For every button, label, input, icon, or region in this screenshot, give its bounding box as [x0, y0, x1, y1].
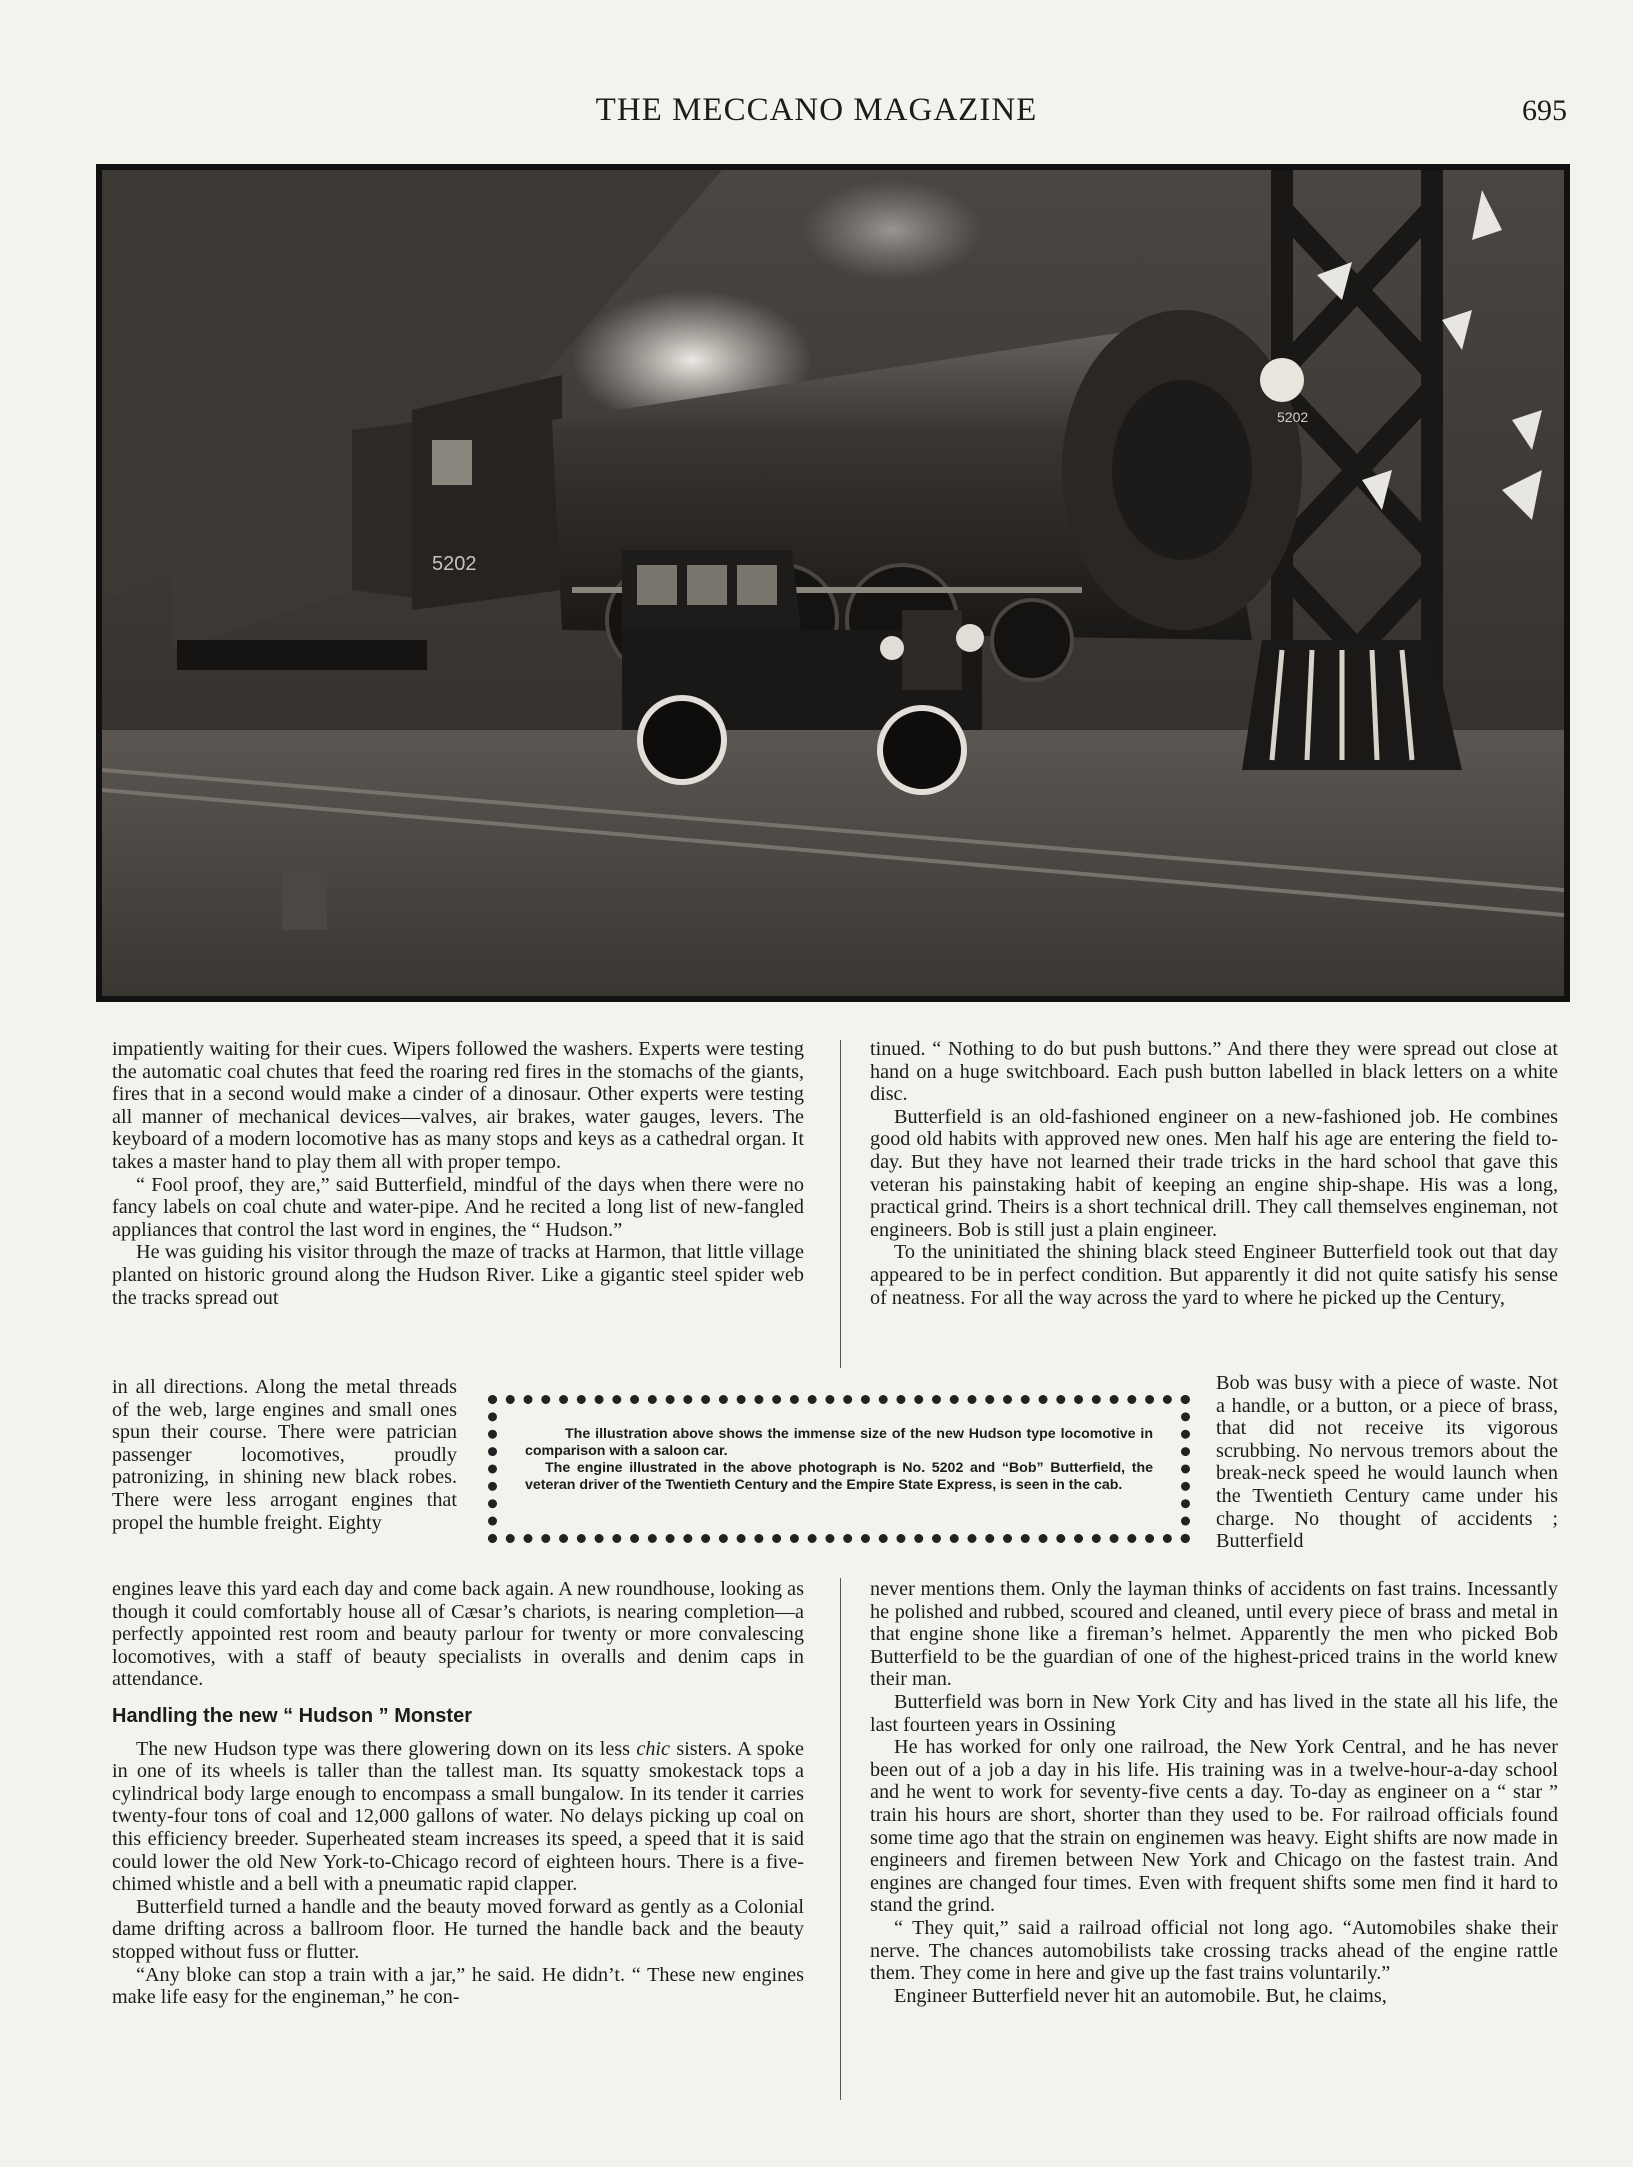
- paragraph: “ Fool proof, they are,” said Butterfield, mindful of the days when there were no fancy labels on coal chute and water-pipe. And he recited a long list of new-fangled appliances that control the last word in engines, the “ Hudson.”: [112, 1173, 804, 1241]
- paragraph: Butterfield turned a handle and the beauty moved forward as gently as a Colonial dame drifting across a ballroom floor. He turned the handle back and the beauty stopped without fuss or flutter.: [112, 1895, 804, 1963]
- right-column-narrow: [1216, 1372, 1558, 1553]
- car-headlamp: [956, 624, 984, 652]
- column-rule-top: [840, 1040, 841, 1368]
- headlamp: [1260, 358, 1304, 402]
- locomotive-photo-illustration: [102, 170, 1564, 996]
- italic-text: chic: [636, 1737, 670, 1760]
- paragraph: He was guiding his visitor through the maze of tracks at Harmon, that little village planted on historic ground along the Hudson River. Like a gigantic steel spider web the tracks spread out: [112, 1241, 804, 1309]
- paragraph: He has worked for only one railroad, the New York Central, and he has never been out of a job a day in his life. His training was in a twelve-hour-a-day school and he went to work for seventy-five cents a day. To-day as engineer on a “ star ” train his hours are short, shorter than they used to be. For railroad officials found some time ago that the strain on enginemen was heavy. Eight shifts are now made in engineers and firemen between New York and Chicago on the fastest train. And engines are changed four times. Even with frequent shifts some men find it hard to stand the grind.: [870, 1736, 1558, 1917]
- locomotive-photograph: [96, 164, 1570, 1002]
- paragraph: impatiently waiting for their cues. Wipers followed the washers. Experts were testing the automatic coal chutes that feed the roaring red fires in the stomachs of the giants, fires that in a second would make a cinder of a dinosaur. Other experts were testing all manner of mechanical devices—valves, air brakes, water gauges, levers. The keyboard of a modern locomotive has as many stops and keys as a cathedral organ. It takes a master hand to play them all with proper tempo.: [112, 1038, 804, 1173]
- car-wheel-rear: [640, 698, 724, 782]
- oil-can: [282, 870, 327, 930]
- caption-text: The engine illustrated in the above photograph is No. 5202 and “Bob” Butterfield, the veteran driver of the Twentieth Century and the Empire State Express, is seen in the cab.: [525, 1460, 1153, 1493]
- right-column-top: [870, 1038, 1558, 1309]
- cab: [412, 375, 562, 610]
- paragraph: [112, 1738, 804, 1896]
- paragraph: Engineer Butterfield never hit an automobile. But, he claims,: [894, 1984, 1387, 2007]
- paragraph: engines leave this yard each day and come back again. A new roundhouse, looking as though it could comfortably house all of Cæsar’s chariots, is nearing completion—a perfectly appointed rest room and beauty parlour for twenty or more convalescing locomotives, with a staff of beauty specialists in overalls and denim caps in attendance.: [112, 1578, 804, 1691]
- left-column-bottom: [112, 1578, 804, 2009]
- paragraph: tinued. “ Nothing to do but push buttons.” And there they were spread out close at hand on a huge switchboard. Each push button labelled in black letters on a white disc.: [870, 1038, 1558, 1106]
- left-column-narrow: [112, 1376, 457, 1534]
- radiator: [902, 610, 962, 690]
- cab-number: 5202: [432, 553, 477, 575]
- left-column-top: [112, 1038, 804, 1309]
- paragraph: To the uninitiated the shining black steed Engineer Butterfield took out that day appeared to be in perfect condition. But apparently it did not quite satisfy his sense of neatness. For all the way across the yard to where he picked up the Century,: [870, 1241, 1558, 1309]
- paragraph: “ They quit,” said a railroad official not long ago. “Automobiles shake their nerve. The chances automobilists take crossing tracks ahead of the engine rattle them. They come in here and give up the fast trains voluntarily.”: [870, 1916, 1558, 1985]
- running-title: THE MECCANO MAGAZINE: [595, 92, 1038, 128]
- paragraph: “Any bloke can stop a train with a jar,” he said. He didn’t. “ These new engines make life easy for the engineman,” he con-: [112, 1963, 804, 2009]
- caption-text: The illustration above shows the immense size of the new Hudson type locomotive in comparison with a saloon car.: [525, 1426, 1153, 1459]
- page-number: 695: [1522, 94, 1567, 127]
- photo-caption-box: [488, 1395, 1190, 1543]
- paragraph: Butterfield was born in New York City and has lived in the state all his life, the last fourteen years in Ossining: [870, 1690, 1558, 1736]
- paragraph: Bob was busy with a piece of waste. Not a handle, or a button, or a piece of brass, that did not receive its vigorous scrubbing. No nervous tremors about the break-neck speed he would launch when the Twentieth Century came under his charge. No thought of accidents ; Butterfield: [1216, 1372, 1558, 1553]
- text-run: The new Hudson type was there glowering down on its less: [136, 1737, 637, 1760]
- paragraph: Butterfield is an old-fashioned engineer on a new-fashioned job. He combines good old habits with approved new ones. Men half his age are entering the field to-day. But they have not learned their trade tricks in the hard school that gave this veteran his painstaking habit of keeping an engine ship-shape. His was a long, practical grind. Theirs is a short technical drill. They call themselves engineman, not engineers. Bob is still just a plain engineer.: [870, 1105, 1558, 1241]
- paragraph: never mentions them. Only the layman thinks of accidents on fast trains. Incessantly he polished and rubbed, scoured and cleaned, until every piece of brass and metal in that engine shone like a fireman’s helmet. Apparently the men who picked Bob Butterfield to be the guardian of one of the highest-priced trains in the world knew their man.: [870, 1578, 1558, 1691]
- right-column-bottom: [870, 1578, 1558, 2007]
- car-wheel-front: [880, 708, 964, 792]
- front-number: 5202: [1277, 409, 1309, 425]
- text-run: sisters. A spoke in one of its wheels is taller than the tallest man. Its squatty smokestack tops a cylindrical body large enough to encompass a small bungalow. In its tender it carries twenty-four tons of coal and 12,000 gallons of water. No delays picking up coal on this efficiency breeder. Superheated steam increases its speed, a speed that it is said could lower the old New York-to-Chicago record of eighteen hours. There is a five-chimed whistle and a bell with a pneumatic rapid clapper.: [112, 1737, 804, 1896]
- column-rule-bottom: [840, 1578, 841, 2100]
- section-subheading: Handling the new “ Hudson ” Monster: [112, 1704, 472, 1727]
- paragraph: in all directions. Along the metal threads of the web, large engines and small ones spun their course. There were patrician passenger locomotives, proudly patronizing, in shining new black robes. There were less arrogant engines that propel the humble freight. Eighty: [112, 1376, 457, 1534]
